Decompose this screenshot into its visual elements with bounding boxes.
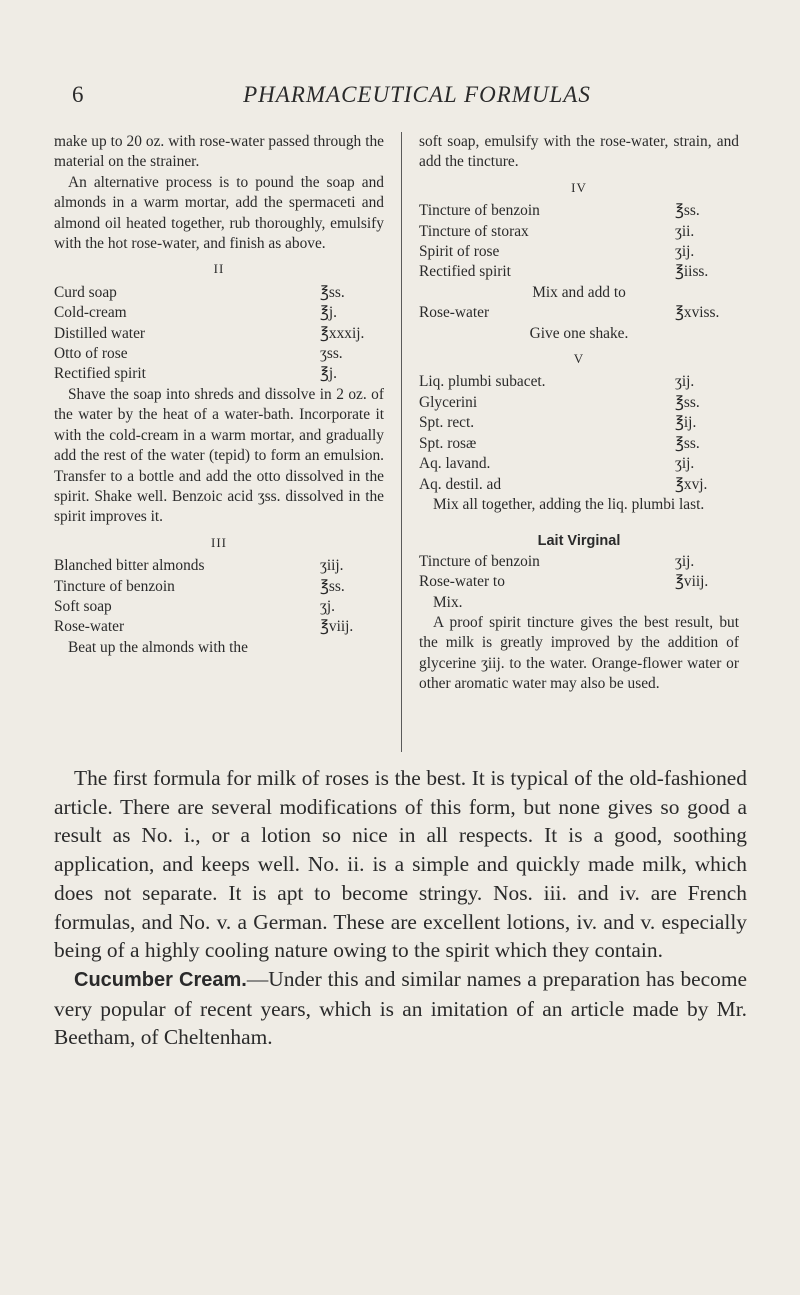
ingredient-name: Blanched bitter almonds xyxy=(54,557,205,575)
formula-iii-continued: soft soap, emulsify with the rose-water, strain, and add the tincture. xyxy=(419,133,739,171)
ingredient-amount: ℥xviss. xyxy=(675,304,720,322)
ingredient-row xyxy=(419,262,739,282)
ingredient-row xyxy=(54,597,384,617)
milk-of-roses-paragraph: The first formula for milk of roses is the best. It is typical of the old-fashioned article. There are several modifications of this form, but none gives so good a result as No. i., or a lotion so nice in all respects. It is a good, soothing application, and keeps well. No. ii. is a simple and quickly made milk, which does not separate. It is apt to become stringy. Nos. iii. and iv. are French formulas, and No. v. a German. These are excellent lotions, iv. and v. especially being of a highly cooling nature owing to the spirit which they contain. xyxy=(54,766,747,963)
ingredient-name: Rose-water xyxy=(54,618,125,636)
cucumber-cream-text: —Under this and similar names a preparation has become very popular of recent years, which is an imitation of an article made by Mr. Beetham, of Cheltenham. xyxy=(54,966,748,1050)
ingredient-name: Soft soap xyxy=(54,597,112,615)
main-text xyxy=(54,764,747,1052)
ingredient-amount: ʒij. xyxy=(675,243,695,261)
left-column xyxy=(54,132,384,658)
ingredient-row xyxy=(54,344,384,364)
formula-ii-directions: Shave the soap into shreds and dissolve in 2 oz. of the water by the heat of a water-bath. Incorporate it with the cold-cream in a warm mortar, and gradually add the rest of the water (tepid) to form an emulsion. Transfer to a bottle and add the otto dissolved in the spirit. Shake well. Benzoic acid ʒss. dissolved in the spirit improves it. xyxy=(54,385,384,526)
ingredient-name: Rose-water to xyxy=(419,573,505,591)
ingredient-amount: ʒij. xyxy=(675,455,695,473)
ingredient-name: Liq. plumbi subacet. xyxy=(419,373,546,391)
lait-virginal-mix-note: Mix. xyxy=(433,593,463,611)
ingredient-name: Tincture of benzoin xyxy=(54,577,175,595)
ingredient-amount: ℥ss. xyxy=(675,393,700,411)
ingredient-row xyxy=(54,617,384,637)
formula-iii-directions: Beat up the almonds with the xyxy=(68,638,248,656)
ingredient-name: Tincture of storax xyxy=(419,222,529,240)
ingredient-name: Curd soap xyxy=(54,283,117,301)
ingredient-row xyxy=(419,475,739,495)
formula-iv-shake-note: Give one shake. xyxy=(529,324,629,342)
ingredient-amount: ℥j. xyxy=(320,304,338,322)
ingredient-row xyxy=(54,577,384,597)
formula-v-directions: Mix all together, adding the liq. plumbi last. xyxy=(433,495,705,513)
formula-iv-mix-note: Mix and add to xyxy=(532,283,626,301)
cucumber-cream-paragraph xyxy=(54,965,747,1052)
ingredient-amount: ℥xxxij. xyxy=(320,324,365,342)
ingredient-name: Rose-water xyxy=(419,304,490,322)
ingredient-name: Rectified spirit xyxy=(419,263,511,281)
ingredient-row xyxy=(419,303,739,323)
ingredient-amount: ℥viij. xyxy=(675,573,709,591)
ingredient-row xyxy=(419,372,739,392)
page-number: 6 xyxy=(72,82,84,107)
ingredient-name: Aq. destil. ad xyxy=(419,475,502,493)
ingredient-amount: ʒij. xyxy=(675,552,695,570)
ingredient-row xyxy=(419,572,739,592)
ingredient-name: Aq. lavand. xyxy=(419,455,491,473)
ingredient-row xyxy=(54,324,384,344)
lait-virginal-note: A proof spirit tincture gives the best result, but the milk is greatly improved by the addition of glycerine ʒiij. to the water. Orange-flower water or other aromatic water may also be used. xyxy=(419,613,739,693)
right-column xyxy=(419,132,739,695)
cucumber-cream-heading: Cucumber Cream. xyxy=(74,968,247,991)
ingredient-row xyxy=(54,303,384,323)
ingredient-amount: ʒj. xyxy=(320,597,335,615)
ingredient-amount: ℥ij. xyxy=(675,414,697,432)
ingredient-row xyxy=(419,434,739,454)
ingredient-row xyxy=(54,556,384,576)
ingredient-amount: ℥ss. xyxy=(675,202,700,220)
ingredient-row xyxy=(419,222,739,242)
ingredient-row xyxy=(54,364,384,384)
lait-virginal-heading: Lait Virginal xyxy=(537,533,621,550)
ingredient-row xyxy=(419,413,739,433)
formula-iii-numeral: III xyxy=(211,534,227,550)
ingredient-amount: ℥ss. xyxy=(675,434,700,452)
ingredient-name: Distilled water xyxy=(54,324,146,342)
ingredient-amount: ℥ss. xyxy=(320,283,345,301)
ingredient-name: Spt. rect. xyxy=(419,414,475,432)
ingredient-name: Glycerini xyxy=(419,393,478,411)
ingredient-amount: ʒiij. xyxy=(320,557,344,575)
ingredient-name: Spirit of rose xyxy=(419,243,500,261)
lait-virginal-ingredients xyxy=(419,552,739,593)
ingredient-amount: ℥ss. xyxy=(320,577,345,595)
ingredient-row xyxy=(419,552,739,572)
formula-ii-numeral: II xyxy=(213,261,225,277)
ingredient-name: Tincture of benzoin xyxy=(419,552,540,570)
formula-ii-ingredients xyxy=(54,283,384,385)
ingredient-amount: ℥iiss. xyxy=(675,263,709,281)
ingredient-amount: ʒss. xyxy=(320,345,343,363)
ingredient-row xyxy=(419,242,739,262)
ingredient-row xyxy=(419,393,739,413)
ingredient-name: Otto of rose xyxy=(54,345,128,363)
running-title: PHARMACEUTICAL FORMULAS xyxy=(243,82,591,107)
ingredient-amount: ʒii. xyxy=(675,222,695,240)
formula-v-ingredients xyxy=(419,372,739,494)
ingredient-row xyxy=(419,201,739,221)
alternative-process-paragraph: An alternative process is to pound the soap and almonds in a warm mortar, add the spermaceti and almond oil heated together, rub thoroughly, emulsify with the hot rose-water, and finish as above. xyxy=(54,173,384,253)
ingredient-name: Tincture of benzoin xyxy=(419,202,540,220)
ingredient-amount: ʒij. xyxy=(675,373,695,391)
formula-iv-numeral: IV xyxy=(571,179,587,195)
formula-v-numeral: V xyxy=(573,351,585,367)
ingredient-row xyxy=(419,454,739,474)
ingredient-row xyxy=(54,283,384,303)
column-divider xyxy=(401,132,402,752)
ingredient-name: Rectified spirit xyxy=(54,365,146,383)
ingredient-name: Spt. rosæ xyxy=(419,434,477,452)
ingredient-amount: ℥xvj. xyxy=(675,475,708,493)
ingredient-amount: ℥viij. xyxy=(320,618,354,636)
formula-iv-ingredients xyxy=(419,201,739,283)
intro-paragraph: make up to 20 oz. with rose-water passed through the material on the strainer. xyxy=(54,133,384,171)
formula-iii-ingredients xyxy=(54,556,384,638)
formula-iv-ingredients-2 xyxy=(419,303,739,323)
ingredient-name: Cold-cream xyxy=(54,304,127,322)
ingredient-amount: ℥j. xyxy=(320,365,338,383)
